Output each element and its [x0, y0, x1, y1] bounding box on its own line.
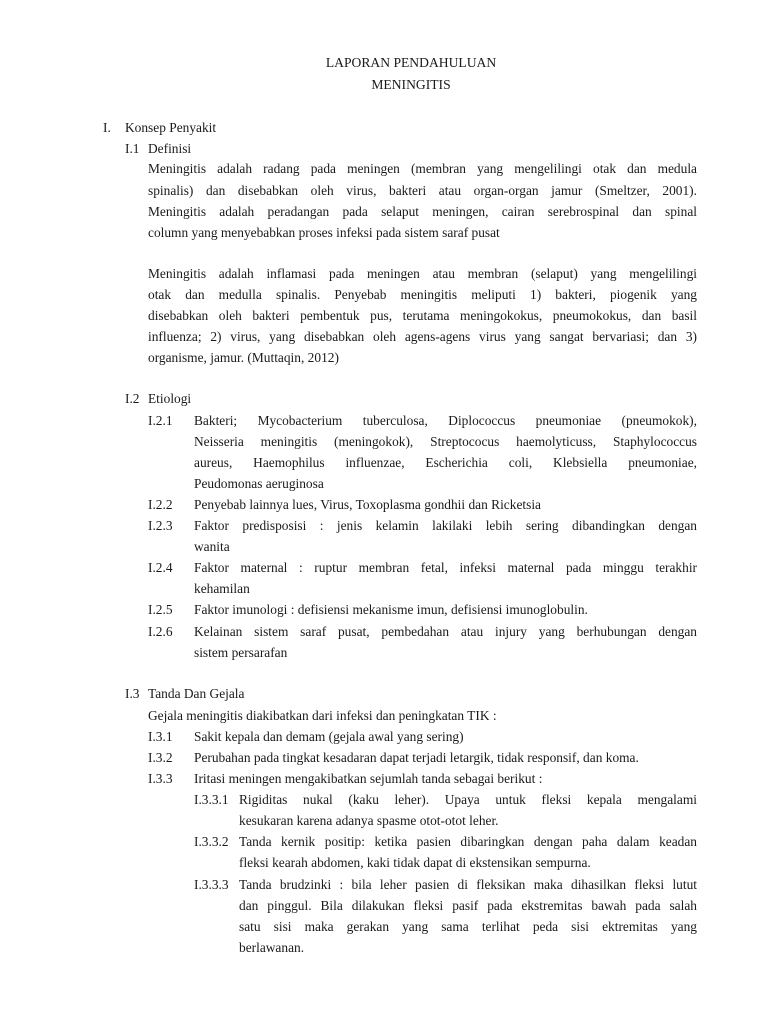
section-number: I.: [103, 120, 111, 135]
list-item-text: Bakteri; Mycobacterium tuberculosa, Diplococcus pneumoniae (pneumokok),: [194, 413, 697, 428]
list-item-text: Faktor imunologi : defisiensi mekanisme imun, defisiensi imunoglobulin.: [194, 602, 588, 617]
text-line: influenza; 2) virus, yang disebabkan oleh agens-agens virus yang sangat bervariasi; dan 3): [148, 329, 697, 344]
etiologi-heading: Etiologi: [148, 391, 192, 406]
sublist-item-text: Rigiditas nukal (kaku leher). Upaya untuk fleksi kepala mengalami: [239, 792, 697, 807]
list-item-text: wanita: [194, 539, 230, 554]
sublist-item-text: kesukaran karena adanya spasme otot-otot leher.: [239, 813, 499, 828]
sublist-item-number: I.3.3.3: [194, 877, 229, 892]
definisi-heading: Definisi: [148, 141, 192, 156]
text-line: Meningitis adalah peradangan pada selaput meningen, cairan serebrospinal dan spinal: [148, 204, 697, 219]
list-item-text: aureus, Haemophilus influenzae, Escherichia coli, Klebsiella pneumoniae,: [194, 455, 697, 470]
list-item-number: I.2.2: [148, 497, 173, 512]
sublist-item-text: satu sisi maka gerakan yang sama terlihat peda sisi ektremitas yang: [239, 919, 697, 934]
list-item-number: I.2.3: [148, 518, 173, 533]
list-item-text: Peudomonas aeruginosa: [194, 476, 324, 491]
list-item-text: Kelainan sistem saraf pusat, pembedahan atau injury yang berhubungan dengan: [194, 624, 697, 639]
list-item-text: Perubahan pada tingkat kesadaran dapat terjadi letargik, tidak responsif, dan koma.: [194, 750, 639, 765]
list-item-number: I.3.1: [148, 729, 173, 744]
document-title-line2: MENINGITIS: [371, 77, 451, 92]
list-item-number: I.2.1: [148, 413, 173, 428]
sublist-item-text: Tanda kernik positip: ketika pasien dibaringkan dengan paha dalam keadan: [239, 834, 697, 849]
text-line: otak dan medulla spinalis. Penyebab meningitis meliputi 1) bakteri, piogenik yang: [148, 287, 697, 302]
tanda-intro: Gejala meningitis diakibatkan dari infeksi dan peningkatan TIK :: [148, 708, 497, 723]
list-item-number: I.3.2: [148, 750, 173, 765]
text-line: Meningitis adalah inflamasi pada meningen atau membran (selaput) yang mengelilingi: [148, 266, 697, 281]
sublist-item-text: berlawanan.: [239, 940, 305, 955]
list-item-text: sistem persarafan: [194, 645, 288, 660]
list-item-number: I.3.3: [148, 771, 173, 786]
tanda-number: I.3: [125, 686, 140, 701]
sublist-item-text: dan pinggul. Bila dilakukan fleksi pasif pada ekstremitas bawah pada salah: [239, 898, 697, 913]
etiologi-number: I.2: [125, 391, 140, 406]
list-item-text: Penyebab lainnya lues, Virus, Toxoplasma gondhii dan Ricketsia: [194, 497, 541, 512]
tanda-heading: Tanda Dan Gejala: [148, 686, 245, 701]
list-item-number: I.2.4: [148, 560, 173, 575]
sublist-item-number: I.3.3.1: [194, 792, 229, 807]
text-line: column yang menyebabkan proses infeksi pada sistem saraf pusat: [148, 225, 500, 240]
text-line: spinalis) dan disebabkan oleh virus, bakteri atau organ-organ jamur (Smeltzer, 2001).: [148, 183, 697, 198]
list-item-number: I.2.6: [148, 624, 173, 639]
document-title-line1: LAPORAN PENDAHULUAN: [325, 55, 497, 70]
list-item-text: Neisseria meningitis (meningokok), Streptococus haemolyticuss, Staphylococcus: [194, 434, 697, 449]
text-line: Meningitis adalah radang pada meningen (membran yang mengelilingi otak dan medula: [148, 161, 697, 176]
list-item-text: Sakit kepala dan demam (gejala awal yang sering): [194, 729, 464, 744]
list-item-text: Faktor predisposisi : jenis kelamin lakilaki lebih sering dibandingkan dengan: [194, 518, 697, 533]
sublist-item-number: I.3.3.2: [194, 834, 229, 849]
section-heading: Konsep Penyakit: [125, 120, 217, 135]
list-item-text: Iritasi meningen mengakibatkan sejumlah tanda sebagai berikut :: [194, 771, 543, 786]
text-line: organisme, jamur. (Muttaqin, 2012): [148, 350, 339, 365]
sublist-item-text: Tanda brudzinki : bila leher pasien di fleksikan maka dihasilkan fleksi lutut: [239, 877, 697, 892]
list-item-number: I.2.5: [148, 602, 173, 617]
sublist-item-text: fleksi kearah abdomen, kaki tidak dapat di ekstensikan sempurna.: [239, 855, 591, 870]
list-item-text: Faktor maternal : ruptur membran fetal, infeksi maternal pada minggu terakhir: [194, 560, 697, 575]
text-line: disebabkan oleh bakteri pembentuk pus, terutama meningokokus, pneumokokus, dan basil: [148, 308, 697, 323]
list-item-text: kehamilan: [194, 581, 250, 596]
definisi-number: I.1: [125, 141, 140, 156]
